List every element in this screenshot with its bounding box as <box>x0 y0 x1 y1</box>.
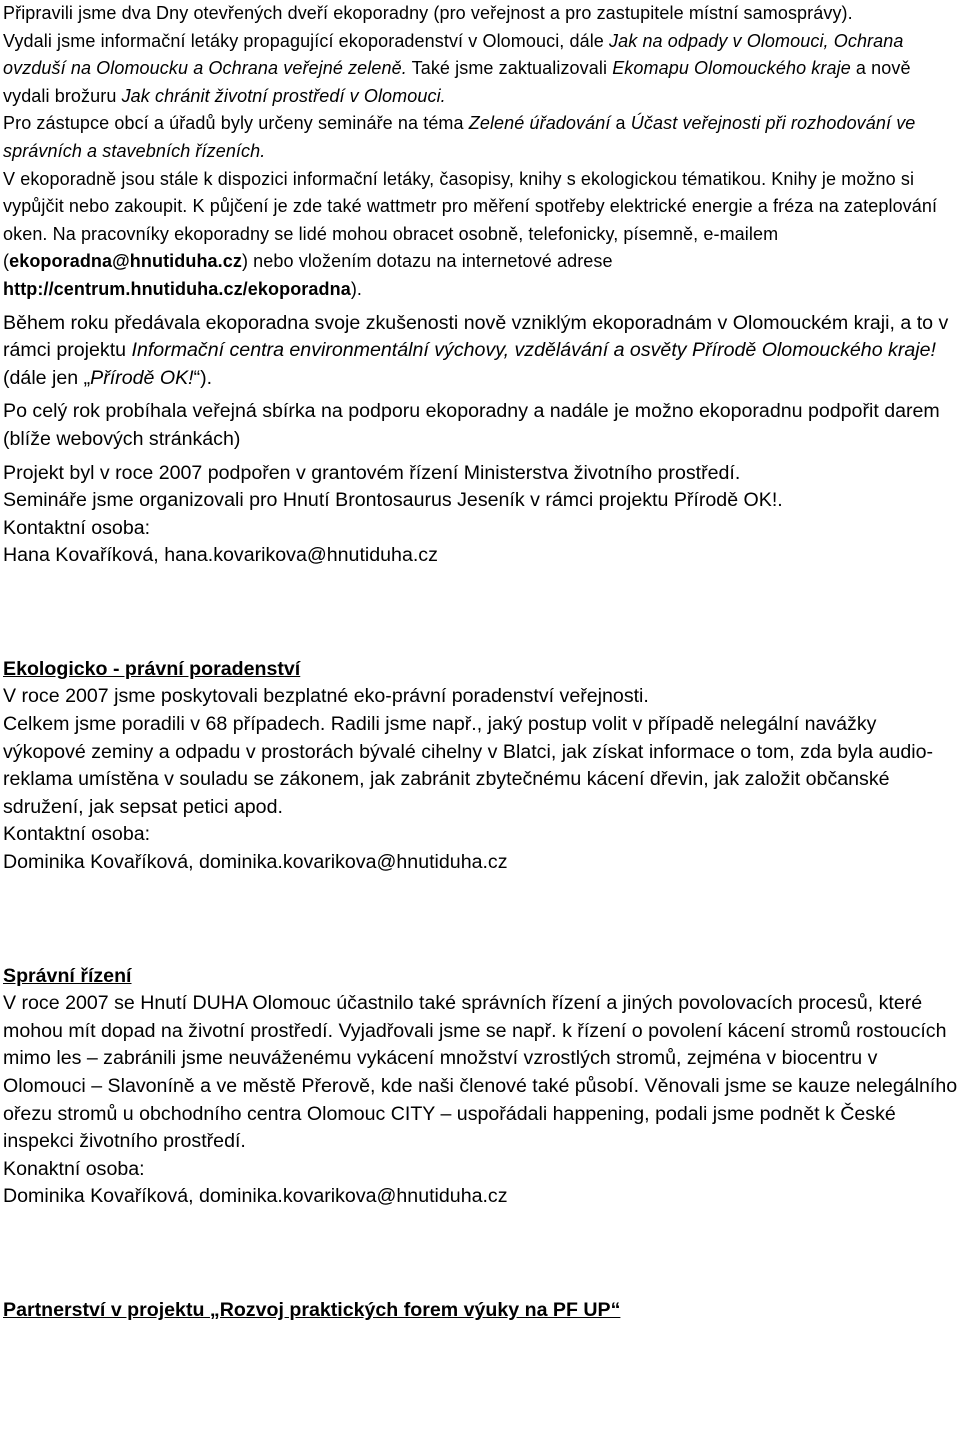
contact-label: Kontaktní osoba: <box>3 823 151 846</box>
url-link[interactable]: http://centrum.hnutiduha.cz/ekoporadna <box>3 278 351 299</box>
contact-person: Hana Kovaříková, hana.kovarikova@hnutiduha.cz <box>3 544 438 567</box>
paragraph-eco-legal-2: Celkem jsme poradili v 68 případech. Radili jsme např., jaký postup volit v případě nelegální navážky výkopové zeminy a odpadu v prostorách bývalé cihelny v Blatci, jak získat informace o tom, zda byla audio-reklama umístěna v souladu se zákonem, jak zabránit zbytečnému kácení dřevin, jak založit občanské sdružení, jak sepsat petici apod. <box>3 713 934 818</box>
paragraph-experience: Během roku předávala ekoporadna svoje zkušenosti nově vzniklým ekoporadnám v Olomouckém kraji, a to v rámci projektu Informační centra environmentální výchovy, vzdělávání a osvěty Přírodě Olomouckého kraje! (dále jen „Přírodě OK!“). <box>3 311 949 389</box>
paragraph-eco-legal-1: V roce 2007 jsme poskytovali bezplatné eko-právní poradenství veřejnosti. <box>3 685 649 708</box>
paragraph-collection: Po celý rok probíhala veřejná sbírka na podporu ekoporadny a nadále je možno ekoporadnu podpořit darem (blíže webových stránkách) <box>3 400 940 450</box>
contact-label: Konaktní osoba: <box>3 1157 145 1180</box>
paragraph-brontosaurus: Semináře jsme organizovali pro Hnutí Brontosaurus Jeseník v rámci projektu Přírodě OK!. <box>3 489 783 512</box>
spacer <box>3 1211 958 1297</box>
heading-partnership: Partnerství v projektu „Rozvoj praktických forem výuky na PF UP“ <box>3 1298 621 1321</box>
paragraph-leaflets: Vydali jsme informační letáky propagující ekoporadenství v Olomouci, dále Jak na odpady v Olomouci, Ochrana ovzduší na Olomoucku a Ochrana veřejné zeleně. Také jsme zaktualizovali Ekomapu Olomouckého kraje a nově vydali brožuru Jak chránit životní prostředí v Olomouci. <box>3 30 911 106</box>
paragraph-admin-proceedings: V roce 2007 se Hnutí DUHA Olomouc účastnilo také správních řízení a jiných povolovacích procesů, které mohou mít dopad na životní prostředí. Vyjadřovali jsme se např. k řízení o povolení kácení stromů rostoucích mimo les – zabránili jsme neuváženému vykácení množství vzrostlých stromů, zejména v biocentru v Olomouci – Slavoníně a ve městě Přerově, kde naši členové také působí. Věnovali jsme se kauze nelegálního ořezu stromů u obchodního centra Olomouc CITY – uspořádali happening, podali jsme podnět k České inspekci životního prostředí. <box>3 992 958 1153</box>
spacer <box>3 877 958 963</box>
email-link[interactable]: ekoporadna@hnutiduha.cz <box>9 251 242 272</box>
paragraph-resources: V ekoporadně jsou stále k dispozici informační letáky, časopisy, knihy s ekologickou tématikou. Knihy je možno si vypůjčit nebo zakoupit. K půjčení je zde také wattmetr pro měření spotřeby elektrické energie a fréza na zateplování oken. Na pracovníky ekoporadny se lidé mohou obracet osobně, telefonicky, písemně, e-mailem (ekoporadna@hnutiduha.cz) nebo vložením dotazu na internetové adrese http://centrum.hnutiduha.cz/ekoporadna). <box>3 168 938 299</box>
document-page <box>3 0 958 1325</box>
spacer <box>3 570 958 656</box>
contact-label: Kontaktní osoba: <box>3 516 151 539</box>
heading-eco-legal: Ekologicko - právní poradenství <box>3 657 301 680</box>
paragraph-seminars: Pro zástupce obcí a úřadů byly určeny semináře na téma Zelené úřadování a Účast veřejnosti při rozhodování ve správních a stavebních řízeních. <box>3 113 916 161</box>
paragraph-grant: Projekt byl v roce 2007 podpořen v grantovém řízení Ministerstva životního prostředí. <box>3 461 741 484</box>
contact-person: Dominika Kovaříková, dominika.kovarikova@hnutiduha.cz <box>3 1185 508 1208</box>
paragraph-open-days: Připravili jsme dva Dny otevřených dveří ekoporadny (pro veřejnost a pro zastupitele místní samosprávy). <box>3 3 853 23</box>
contact-person: Dominika Kovaříková, dominika.kovarikova@hnutiduha.cz <box>3 851 508 874</box>
heading-admin-proceedings: Správní řízení <box>3 964 132 987</box>
